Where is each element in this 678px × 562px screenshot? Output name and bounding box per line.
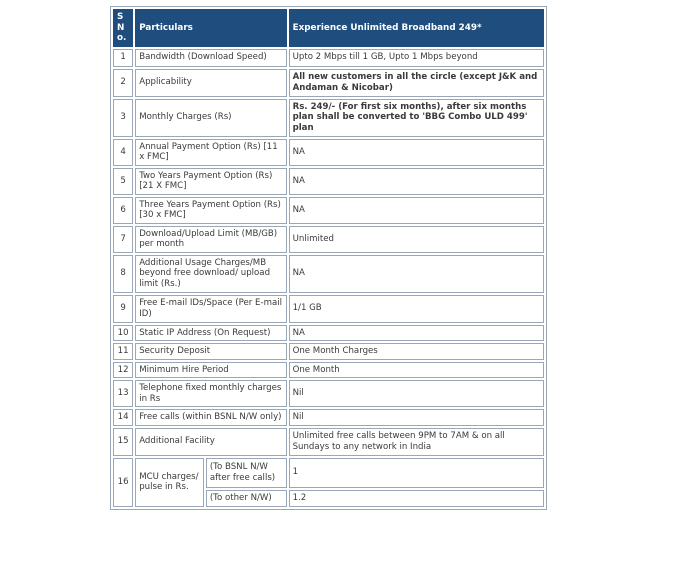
broadband-plan-sheet	[110, 6, 547, 510]
row-particular: Download/Upload Limit (MB/GB) per month	[135, 226, 286, 253]
row-particular: Static IP Address (On Request)	[135, 325, 286, 342]
row-particular: Free E-mail IDs/Space (Per E-mail ID)	[135, 295, 286, 323]
row-value: NA	[289, 255, 544, 293]
header-sno: S No.	[113, 9, 133, 47]
table-row	[113, 49, 544, 67]
row-value: One Month	[289, 362, 544, 379]
row-number: 4	[113, 139, 133, 166]
row-number: 5	[113, 168, 133, 195]
table-row	[113, 428, 544, 456]
mcu-sub-label: (To other N/W)	[206, 490, 287, 507]
row-particular: Additional Usage Charges/MB beyond free download/ upload limit (Rs.)	[135, 255, 286, 293]
table-row	[113, 380, 544, 407]
row-value: 1.2	[289, 490, 544, 507]
table-row	[113, 168, 544, 195]
row-particular: Applicability	[135, 69, 286, 97]
table-row	[113, 409, 544, 426]
row-value: 1	[289, 458, 544, 488]
row-number: 11	[113, 343, 133, 360]
plan-details-table	[110, 6, 547, 510]
row-number: 8	[113, 255, 133, 293]
table-row	[113, 139, 544, 166]
row-number: 7	[113, 226, 133, 253]
row-value: NA	[289, 197, 544, 224]
row-value: One Month Charges	[289, 343, 544, 360]
mcu-sub-label: (To BSNL N/W after free calls)	[206, 458, 287, 488]
row-number: 16	[113, 458, 133, 507]
header-particulars: Particulars	[135, 9, 286, 47]
row-number: 15	[113, 428, 133, 456]
table-row	[113, 255, 544, 293]
row-value: Unlimited free calls between 9PM to 7AM & on all Sundays to any network in India	[289, 428, 544, 456]
row-number: 3	[113, 99, 133, 137]
row-value: NA	[289, 168, 544, 195]
table-row	[113, 99, 544, 137]
row-particular: MCU charges/ pulse in Rs.	[135, 458, 204, 507]
row-value: 1/1 GB	[289, 295, 544, 323]
row-particular: Annual Payment Option (Rs) [11 x FMC]	[135, 139, 286, 166]
row-number: 2	[113, 69, 133, 97]
mcu-row	[113, 458, 544, 488]
row-number: 9	[113, 295, 133, 323]
row-number: 1	[113, 49, 133, 67]
table-row	[113, 226, 544, 253]
row-particular: Free calls (within BSNL N/W only)	[135, 409, 286, 426]
row-value: Rs. 249/- (For first six months), after six months plan shall be converted to 'BBG Combo ULD 499' plan	[289, 99, 544, 137]
row-number: 6	[113, 197, 133, 224]
row-particular: Two Years Payment Option (Rs) [21 X FMC]	[135, 168, 286, 195]
row-particular: Security Deposit	[135, 343, 286, 360]
row-number: 13	[113, 380, 133, 407]
table-row	[113, 343, 544, 360]
row-particular: Bandwidth (Download Speed)	[135, 49, 286, 67]
table-row	[113, 69, 544, 97]
row-value: NA	[289, 139, 544, 166]
header-plan-name: Experience Unlimited Broadband 249*	[289, 9, 544, 47]
table-row	[113, 325, 544, 342]
table-row	[113, 197, 544, 224]
table-header-row	[113, 9, 544, 47]
row-particular: Additional Facility	[135, 428, 286, 456]
row-value: Nil	[289, 409, 544, 426]
row-particular: Minimum Hire Period	[135, 362, 286, 379]
row-value: Unlimited	[289, 226, 544, 253]
row-value: All new customers in all the circle (except J&K and Andaman & Nicobar)	[289, 69, 544, 97]
table-row	[113, 362, 544, 379]
row-particular: Monthly Charges (Rs)	[135, 99, 286, 137]
row-particular: Three Years Payment Option (Rs) [30 x FMC]	[135, 197, 286, 224]
row-number: 12	[113, 362, 133, 379]
row-value: NA	[289, 325, 544, 342]
row-number: 14	[113, 409, 133, 426]
row-number: 10	[113, 325, 133, 342]
row-value: Nil	[289, 380, 544, 407]
row-particular: Telephone fixed monthly charges in Rs	[135, 380, 286, 407]
row-value: Upto 2 Mbps till 1 GB, Upto 1 Mbps beyond	[289, 49, 544, 67]
table-row	[113, 295, 544, 323]
